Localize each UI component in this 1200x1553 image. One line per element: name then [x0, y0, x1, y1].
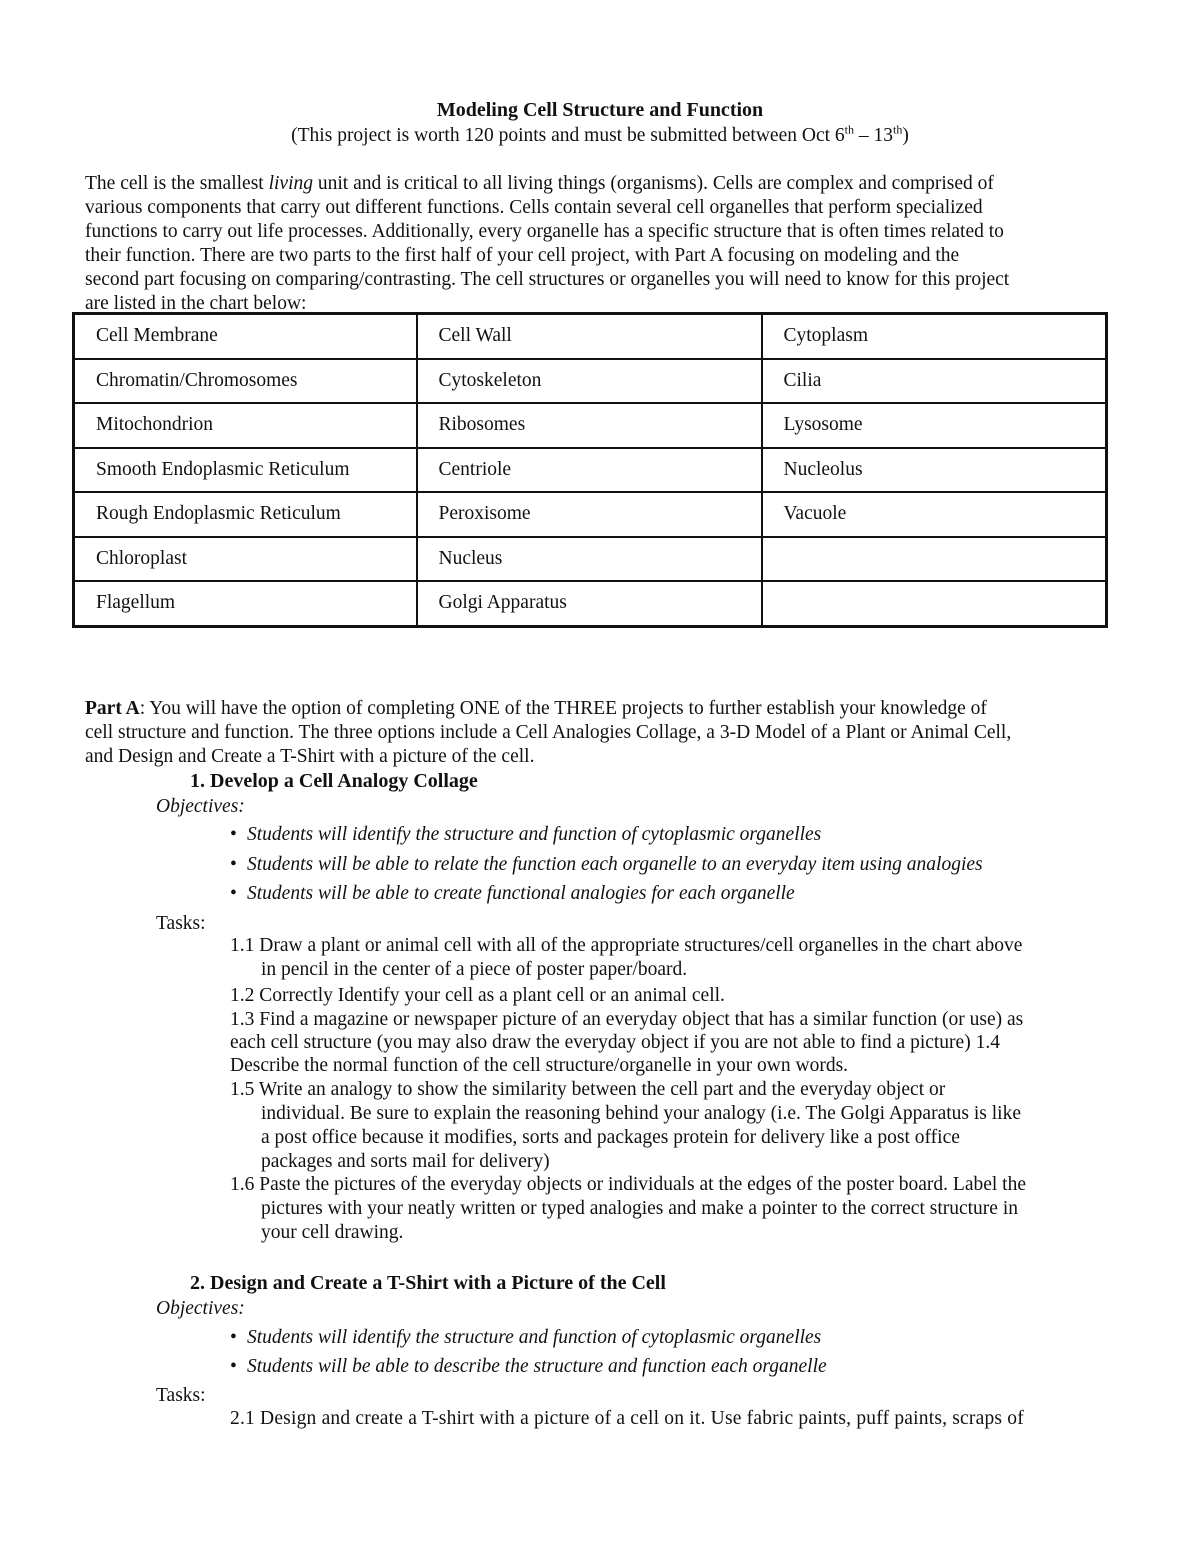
intro-paragraph: [85, 172, 1115, 316]
part-a-label: Part A: [85, 698, 140, 719]
table-row: [74, 448, 1107, 493]
objective-item: • Students will be able to describe the structure and function each organelle: [230, 1355, 827, 1379]
table-cell: Ribosomes: [417, 403, 762, 448]
part-a-line: Part A: You will have the option of completing ONE of the THREE projects to further establish your knowledge of: [85, 698, 987, 719]
task-line: 1.5 Write an analogy to show the similarity between the cell part and the everyday object or: [230, 1079, 946, 1100]
project-1-heading: 1. Develop a Cell Analogy Collage: [190, 770, 478, 792]
task-line: 1.3 Find a magazine or newspaper picture of an everyday object that has a similar function (or use) as: [230, 1009, 1024, 1030]
objectives-label: Objectives:: [156, 796, 245, 817]
table-cell: [762, 537, 1107, 582]
objective-item: • Students will be able to create functional analogies for each organelle: [230, 882, 795, 906]
task-line: a post office because it modifies, sorts and packages protein for delivery like a post office: [261, 1127, 960, 1148]
table-row: [74, 492, 1107, 537]
task-line: packages and sorts mail for delivery): [261, 1151, 550, 1172]
intro-line: functions to carry out life processes. Additionally, every organelle has a specific structure that is often times related to: [85, 221, 1004, 242]
objective-item: • Students will identify the structure and function of cytoplasmic organelles: [230, 823, 821, 847]
table-cell: Chloroplast: [74, 537, 417, 582]
table-cell: Cell Membrane: [74, 314, 417, 359]
document-title: Modeling Cell Structure and Function: [436, 99, 764, 121]
task-line: 1.2 Correctly Identify your cell as a plant cell or an animal cell.: [230, 985, 725, 1006]
task-line: each cell structure (you may also draw the everyday object if you are not able to find a picture) 1.4: [230, 1032, 1000, 1053]
objectives-label: Objectives:: [156, 1298, 245, 1319]
subtitle-text: – 13: [854, 125, 893, 146]
table-row: [74, 537, 1107, 582]
task-line: individual. Be sure to explain the reasoning behind your analogy (i.e. The Golgi Apparatus is like: [261, 1103, 1021, 1124]
table-cell: Cytoplasm: [762, 314, 1107, 359]
objective-item: • Students will be able to relate the function each organelle to an everyday item using analogies: [230, 853, 983, 877]
table-cell: Flagellum: [74, 581, 417, 626]
task-line: in pencil in the center of a piece of poster paper/board.: [261, 959, 688, 980]
table-cell: Vacuole: [762, 492, 1107, 537]
intro-line: are listed in the chart below:: [85, 293, 307, 314]
table-cell: Rough Endoplasmic Reticulum: [74, 492, 417, 537]
objective-item: • Students will identify the structure and function of cytoplasmic organelles: [230, 1326, 821, 1350]
subtitle-text: ): [902, 125, 909, 146]
intro-line: second part focusing on comparing/contrasting. The cell structures or organelles you will need to know for this project: [85, 269, 1010, 290]
table-row: [74, 359, 1107, 404]
table-cell: Cytoskeleton: [417, 359, 762, 404]
task-line: Describe the normal function of the cell structure/organelle in your own words.: [230, 1055, 849, 1076]
table-cell: Nucleolus: [762, 448, 1107, 493]
part-a-line: and Design and Create a T-Shirt with a picture of the cell.: [85, 746, 535, 767]
table-row: [74, 403, 1107, 448]
document-subtitle: [0, 124, 1200, 148]
table-row: [74, 581, 1107, 626]
part-a-line: cell structure and function. The three options include a Cell Analogies Collage, a 3-D Model of a Plant or Animal Cell,: [85, 722, 1012, 743]
tasks-label: Tasks:: [156, 1385, 206, 1406]
organelle-table: [72, 312, 1108, 628]
table-cell: Golgi Apparatus: [417, 581, 762, 626]
part-a-paragraph: [85, 697, 1115, 769]
intro-line: various components that carry out different functions. Cells contain several cell organelles that perform specialized: [85, 197, 983, 218]
table-row: [74, 314, 1107, 359]
emphasis-living: living: [268, 173, 313, 194]
subtitle-superscript: th: [844, 122, 854, 137]
table-cell: [762, 581, 1107, 626]
table-cell: Peroxisome: [417, 492, 762, 537]
intro-line: The cell is the smallest living unit and is critical to all living things (organisms). Cells are complex and comprised of: [85, 173, 994, 194]
table-cell: Cell Wall: [417, 314, 762, 359]
subtitle-superscript: th: [893, 122, 903, 137]
project-2-heading: 2. Design and Create a T-Shirt with a Picture of the Cell: [190, 1272, 666, 1294]
table-cell: Centriole: [417, 448, 762, 493]
task-line: 1.1 Draw a plant or animal cell with all of the appropriate structures/cell organelles in the chart above: [230, 935, 1023, 956]
task-line: 2.1 Design and create a T-shirt with a picture of a cell on it. Use fabric paints, puff paints, scraps of: [230, 1408, 1024, 1429]
task-line: your cell drawing.: [261, 1222, 404, 1243]
task-line: pictures with your neatly written or typed analogies and make a pointer to the correct structure in: [261, 1198, 1018, 1219]
table-cell: Lysosome: [762, 403, 1107, 448]
intro-line: their function. There are two parts to the first half of your cell project, with Part A focusing on modeling and the: [85, 245, 960, 266]
table-cell: Chromatin/Chromosomes: [74, 359, 417, 404]
tasks-label: Tasks:: [156, 913, 206, 934]
table-cell: Smooth Endoplasmic Reticulum: [74, 448, 417, 493]
subtitle-text: (This project is worth 120 points and must be submitted between Oct 6: [291, 125, 845, 146]
task-line: 1.6 Paste the pictures of the everyday objects or individuals at the edges of the poster board. Label the: [230, 1174, 1027, 1195]
table-cell: Mitochondrion: [74, 403, 417, 448]
table-cell: Nucleus: [417, 537, 762, 582]
table-cell: Cilia: [762, 359, 1107, 404]
